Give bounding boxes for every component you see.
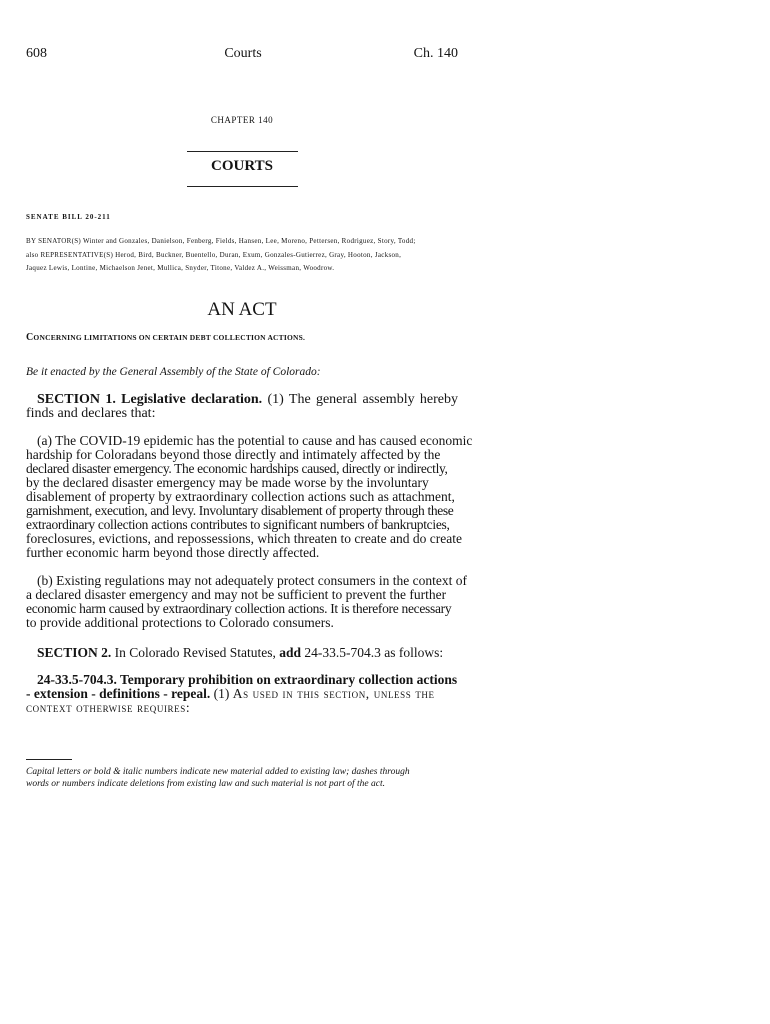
section-1	[26, 393, 458, 421]
statute-heading-line-1: 24-33.5-704.3. Temporary prohibition on extraordinary collection actions	[37, 672, 458, 687]
statute-block	[26, 673, 458, 715]
bill-id: SENATE BILL 20-211	[26, 213, 111, 221]
para-a-line: foreclosures, evictions, and repossessions, which threaten to create and do create	[26, 531, 462, 546]
section-1-lead: (1) The general assembly hereby finds and declares that:	[26, 392, 458, 421]
statute-caps-text-2: context otherwise requires:	[26, 700, 191, 715]
sponsors-line-3: Jaquez Lewis, Lontine, Michaelson Jenet, Mullica, Snyder, Titone, Valdez A., Weissman, Woodrow.	[26, 264, 335, 272]
section-1-heading: SECTION 1. Legislative declaration.	[37, 392, 263, 407]
footnote-rule	[26, 759, 72, 760]
statute-subsection: (1)	[213, 686, 230, 701]
top-rule	[187, 151, 298, 152]
section-2	[37, 645, 443, 661]
para-a-line: declared disaster emergency. The economic hardships caused, directly or indirectly,	[26, 461, 448, 476]
para-a-line: by the declared disaster emergency may be made worse by the involuntary	[26, 475, 429, 490]
footnote-line: words or numbers indicate deletions from existing law and such material is not part of the act.	[26, 779, 385, 789]
enacting-clause: Be it enacted by the General Assembly of the State of Colorado:	[26, 366, 321, 378]
section-2-add: add	[279, 645, 302, 660]
section-2-text-post: 24-33.5-704.3 as follows:	[301, 645, 444, 660]
concerning-clause	[26, 332, 305, 343]
sponsors-line-1: BY SENATOR(S) Winter and Gonzales, Danielson, Fenberg, Fields, Hansen, Lee, Moreno, Pettersen, Rodriguez, Story, Todd;	[26, 237, 416, 245]
para-a-line: extraordinary collection actions contributes to significant numbers of bankruptcies,	[26, 517, 450, 532]
section-2-text-pre: In Colorado Revised Statutes,	[111, 645, 276, 660]
chapter-title: COURTS	[211, 158, 273, 174]
para-b-line: a declared disaster emergency and may not be sufficient to prevent the further	[26, 587, 447, 602]
para-b-line: economic harm caused by extraordinary collection actions. It is therefore necessary	[26, 601, 452, 616]
running-title: Courts	[224, 46, 262, 61]
footnote	[26, 766, 466, 790]
paragraph-a	[26, 433, 473, 560]
concerning-initial: C	[26, 332, 34, 343]
para-a-line: hardship for Coloradans beyond those directly and intimately affected by the	[26, 447, 441, 462]
para-a-line: garnishment, execution, and levy. Involuntary disablement of property through these	[26, 503, 454, 518]
para-a-line: disablement of property by extraordinary collection actions such as attachment,	[26, 489, 455, 504]
footnote-line: Capital letters or bold & italic numbers indicate new material added to existing law; dashes through	[26, 767, 410, 777]
sponsors-line-2: also REPRESENTATIVE(S) Herod, Bird, Buckner, Buentello, Duran, Exum, Gonzales-Gutierrez, Gray, Hooton, Jackson,	[26, 251, 402, 259]
para-a-line: further economic harm beyond those directly affected.	[26, 545, 320, 560]
statute-heading-line-2: - extension - definitions - repeal.	[26, 686, 211, 701]
section-1-heading-line	[26, 393, 458, 421]
chapter-label: CHAPTER 140	[210, 115, 274, 125]
para-a-line: (a) The COVID-19 epidemic has the potential to cause and has caused economic	[37, 433, 473, 448]
chapter-reference: Ch. 140	[413, 46, 458, 61]
section-2-heading: SECTION 2.	[37, 645, 112, 660]
bottom-rule	[187, 186, 298, 187]
concerning-text: ONCERNING LIMITATIONS ON CERTAIN DEBT COLLECTION ACTIONS.	[33, 333, 306, 342]
para-b-line: to provide additional protections to Colorado consumers.	[26, 615, 334, 630]
para-b-line: (b) Existing regulations may not adequately protect consumers in the context of	[37, 573, 468, 588]
statute-caps-text-1: As used in this section, unless the	[232, 686, 435, 701]
act-title: AN ACT	[207, 299, 277, 320]
page-number: 608	[26, 46, 47, 61]
paragraph-b	[26, 573, 468, 630]
